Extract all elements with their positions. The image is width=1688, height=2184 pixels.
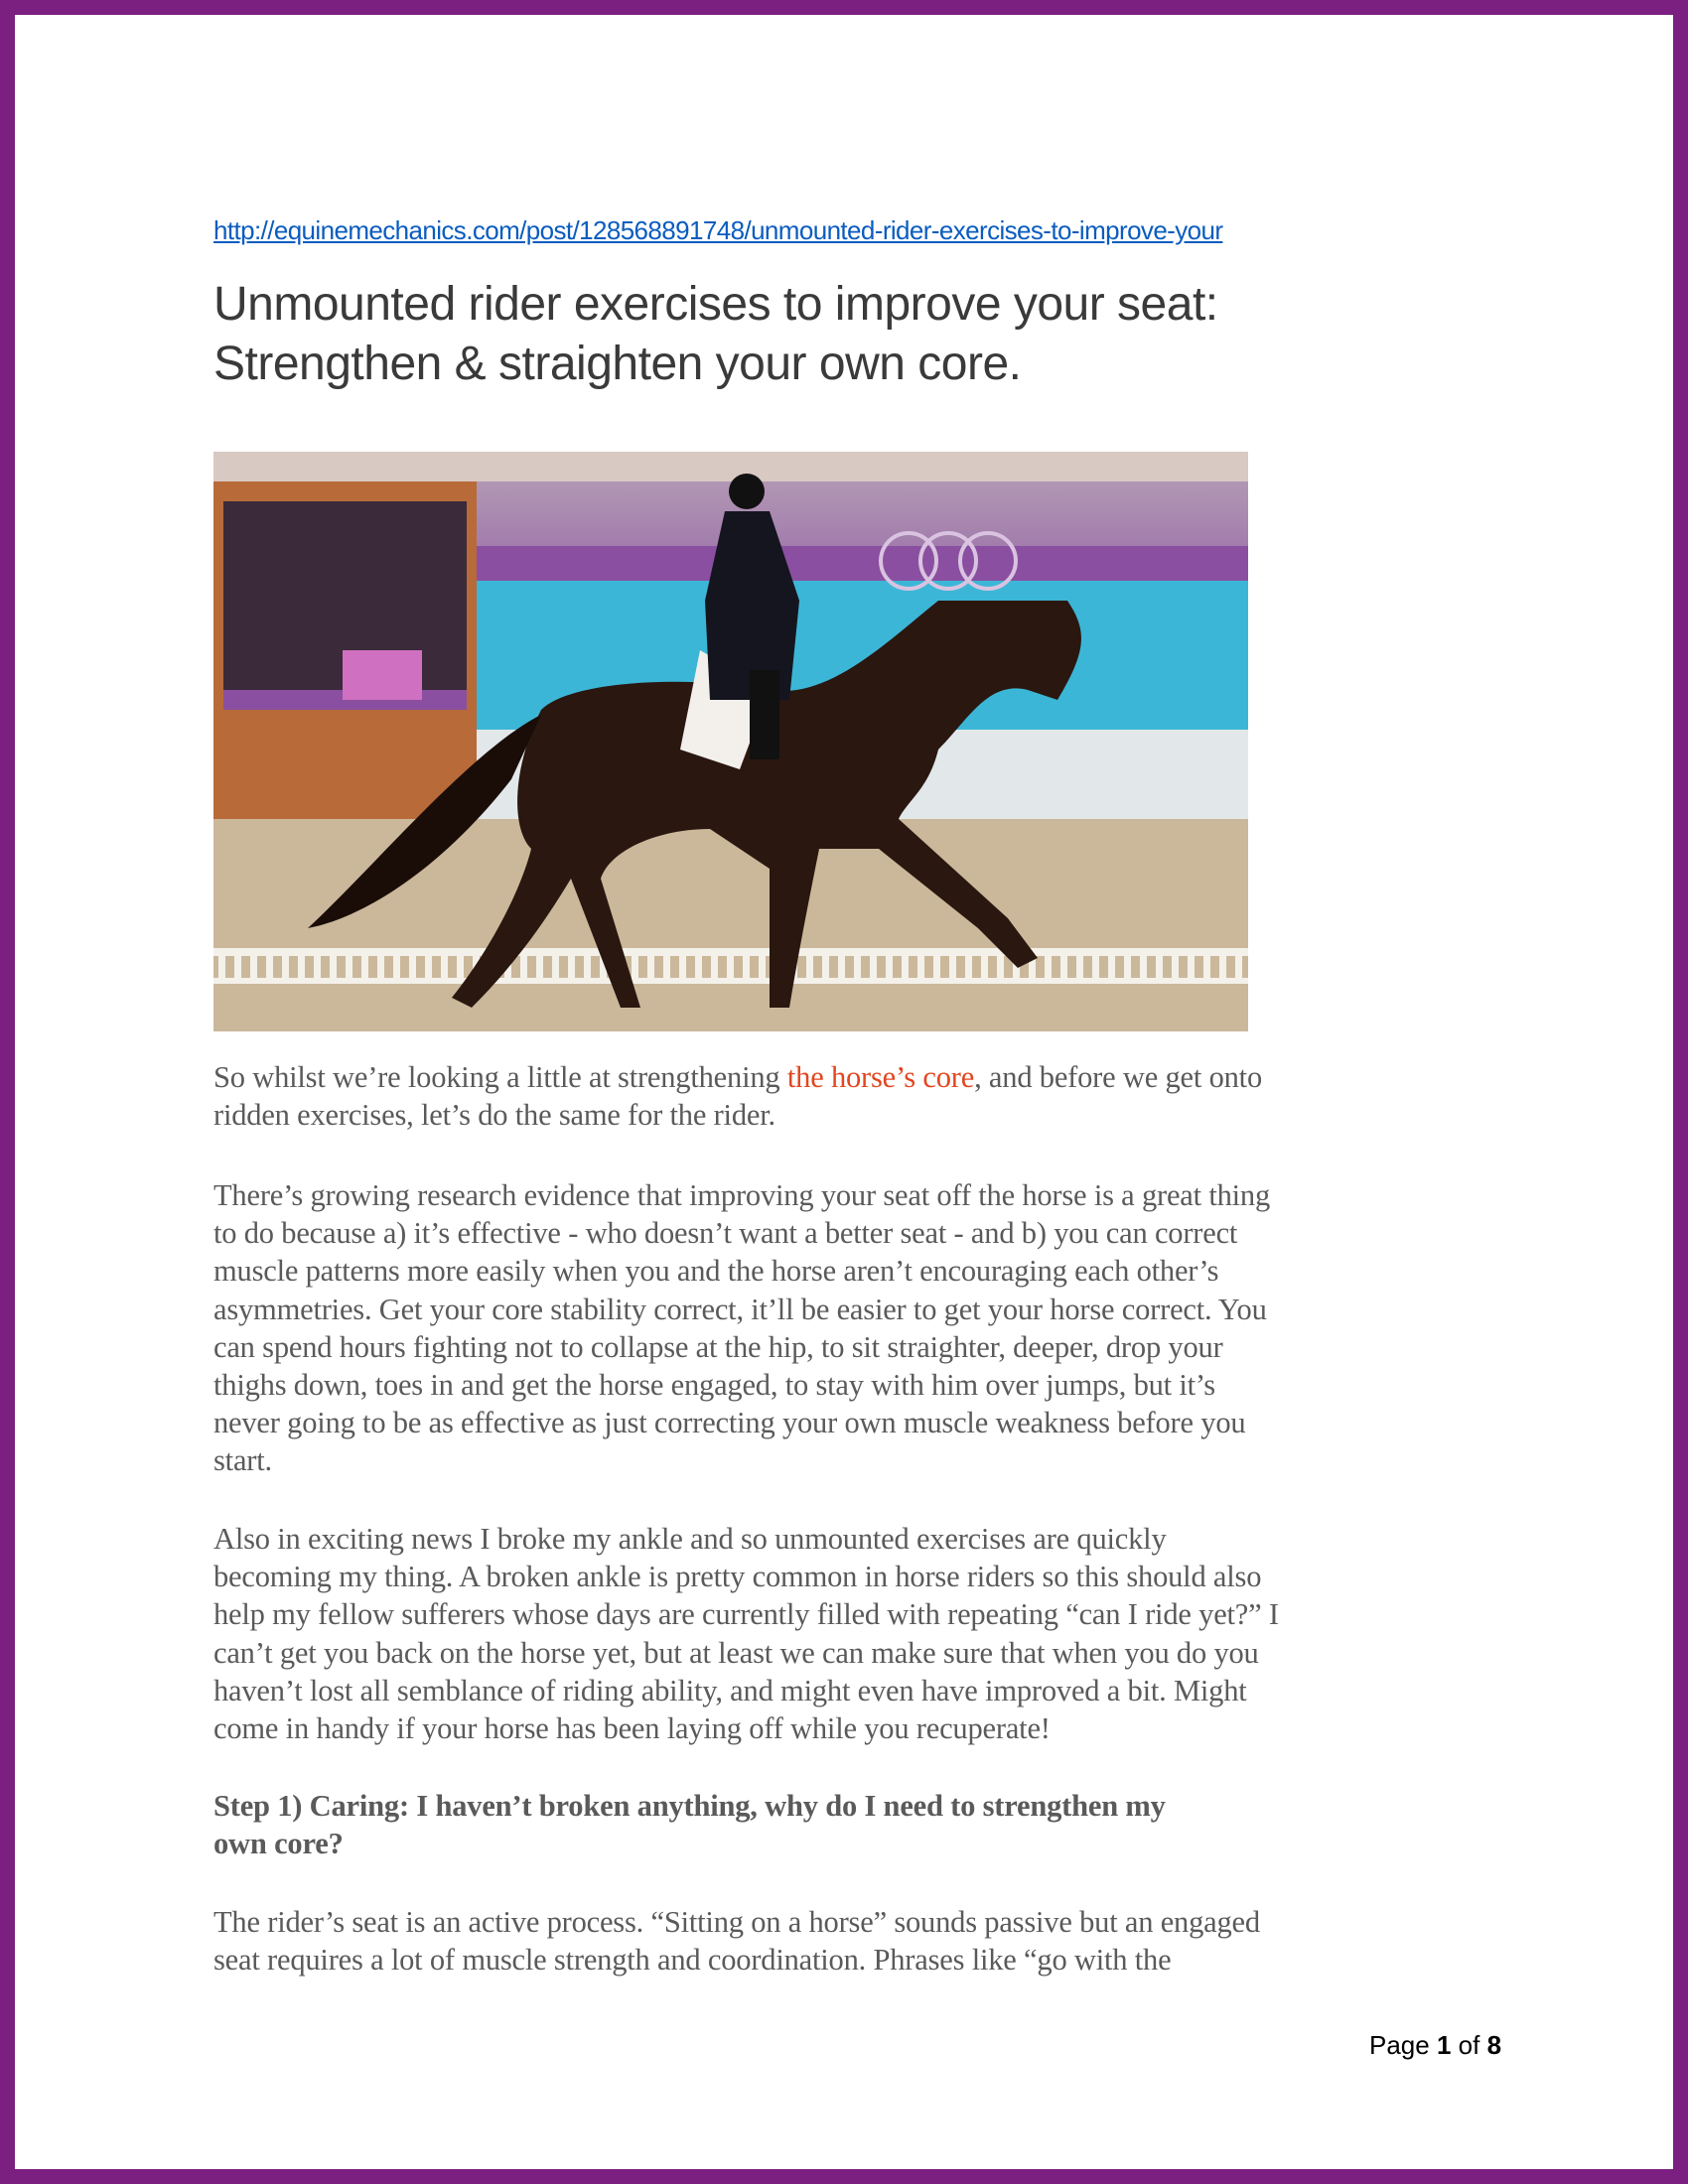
- fence-post: [759, 953, 766, 981]
- fence-post: [727, 953, 734, 981]
- fence-post: [584, 953, 591, 981]
- fence-post: [695, 953, 702, 981]
- text-line: muscle patterns more easily when you and the horse aren’t encouraging each other’s: [213, 1254, 1219, 1289]
- fence-post: [1203, 953, 1210, 981]
- total-pages: 8: [1486, 2030, 1502, 2060]
- fence-post: [1140, 953, 1147, 981]
- text-line: becoming my thing. A broken ankle is pretty common in horse riders so this should also: [213, 1560, 1262, 1594]
- fence-post: [266, 953, 273, 981]
- fence-post: [679, 953, 686, 981]
- text-line: The rider’s seat is an active process. “Sitting on a horse” sounds passive but an engaged: [213, 1905, 1260, 1939]
- fence-post: [933, 953, 940, 981]
- text-line: There’s growing research evidence that improving your seat off the horse is a great thing: [213, 1178, 1271, 1212]
- fence-post: [520, 953, 527, 981]
- text: So whilst we’re looking a little at strengthening: [213, 1060, 787, 1094]
- text-line: Also in exciting news I broke my ankle and so unmounted exercises are quickly: [213, 1522, 1167, 1556]
- fence-post: [647, 953, 654, 981]
- fence-post: [552, 953, 559, 981]
- fence-post: [1219, 953, 1226, 981]
- step-heading: [213, 1787, 1544, 1862]
- text-line: to do because a) it’s effective - who doesn’t want a better seat - and b) you can correct: [213, 1216, 1238, 1251]
- fence-post: [409, 953, 416, 981]
- document-page: [15, 15, 1673, 2169]
- fence-post: [298, 953, 305, 981]
- seat-paragraph: [213, 1903, 1544, 1979]
- fence-post: [997, 953, 1004, 981]
- fence-post: [822, 953, 829, 981]
- text-line: seat requires a lot of muscle strength and coordination. Phrases like “go with the: [213, 1943, 1172, 1978]
- fence-post: [838, 953, 845, 981]
- page-label: Page: [1369, 2030, 1430, 2060]
- title-line: Unmounted rider exercises to improve your seat:: [213, 278, 1218, 331]
- fence-post: [457, 953, 464, 981]
- fence-post: [1060, 953, 1067, 981]
- text-line: start.: [213, 1443, 272, 1478]
- horse-core-link[interactable]: the horse’s core: [786, 1060, 975, 1094]
- fence-post: [711, 953, 718, 981]
- fence-post: [1124, 953, 1131, 981]
- ankle-paragraph: [213, 1520, 1544, 1747]
- fence-post: [949, 953, 956, 981]
- fence-post: [981, 953, 988, 981]
- page-number: [1369, 2030, 1501, 2061]
- fence-post: [1172, 953, 1179, 981]
- fence-post: [330, 953, 337, 981]
- fence-post: [346, 953, 352, 981]
- fence-post: [663, 953, 670, 981]
- fence-post: [1235, 953, 1242, 981]
- fence-post: [902, 953, 909, 981]
- fence-post: [1092, 953, 1099, 981]
- page-title: [213, 275, 1218, 394]
- fence-post: [917, 953, 924, 981]
- fence-post: [314, 953, 321, 981]
- text: , and before we get onto: [974, 1060, 1263, 1094]
- fence-post: [1076, 953, 1083, 981]
- text-line: can spend hours fighting not to collapse at the hip, to sit straighter, deeper, drop your: [213, 1329, 1223, 1364]
- fence-post: [441, 953, 448, 981]
- fence-post: [1156, 953, 1163, 981]
- heading-line: own core?: [213, 1827, 344, 1861]
- text-line: help my fellow sufferers whose days are currently filled with repeating “can I ride yet?” I: [213, 1597, 1279, 1632]
- text-line: ridden exercises, let’s do the same for the rider.: [213, 1098, 775, 1133]
- fence-post: [1108, 953, 1115, 981]
- fence-post: [568, 953, 575, 981]
- research-paragraph: [213, 1176, 1544, 1480]
- fence-post: [854, 953, 861, 981]
- fence-post: [1188, 953, 1195, 981]
- fence-post: [870, 953, 877, 981]
- fence-post: [965, 953, 972, 981]
- text-line: thighs down, toes in and get the horse engaged, to stay with him over jumps, but it’s: [213, 1368, 1215, 1403]
- text-line: come in handy if your horse has been laying off while you recuperate!: [213, 1711, 1051, 1746]
- fence-post: [377, 953, 384, 981]
- fence-post: [806, 953, 813, 981]
- fence-post: [425, 953, 432, 981]
- fence-post: [743, 953, 750, 981]
- of-label: of: [1458, 2030, 1480, 2060]
- fence-post: [536, 953, 543, 981]
- text-line: asymmetries. Get your core stability correct, it’ll be easier to get your horse correct. You: [213, 1292, 1267, 1326]
- title-line: Strengthen & straighten your own core.: [213, 338, 1022, 390]
- fence-post: [218, 953, 225, 981]
- text-line: never going to be as effective as just correcting your own muscle weakness before you: [213, 1406, 1246, 1440]
- current-page: 1: [1436, 2030, 1452, 2060]
- source-link[interactable]: http://equinemechanics.com/post/128568891748/unmounted-rider-exercises-to-improve-your: [213, 215, 1223, 245]
- fence-post: [250, 953, 257, 981]
- fence-post: [886, 953, 893, 981]
- text-line: can’t get you back on the horse yet, but at least we can make sure that when you do you: [213, 1635, 1259, 1670]
- heading-line: Step 1) Caring: I haven’t broken anything, why do I need to strengthen my: [213, 1789, 1166, 1823]
- dressage-horse-photo: [213, 452, 1248, 1031]
- fence-post: [361, 953, 368, 981]
- fence-post: [234, 953, 241, 981]
- fence-post: [1045, 953, 1052, 981]
- fence-post: [632, 953, 638, 981]
- fence-post: [282, 953, 289, 981]
- intro-paragraph: [213, 1058, 1544, 1134]
- fence-post: [393, 953, 400, 981]
- text-line: haven’t lost all semblance of riding ability, and might even have improved a bit. Might: [213, 1673, 1247, 1707]
